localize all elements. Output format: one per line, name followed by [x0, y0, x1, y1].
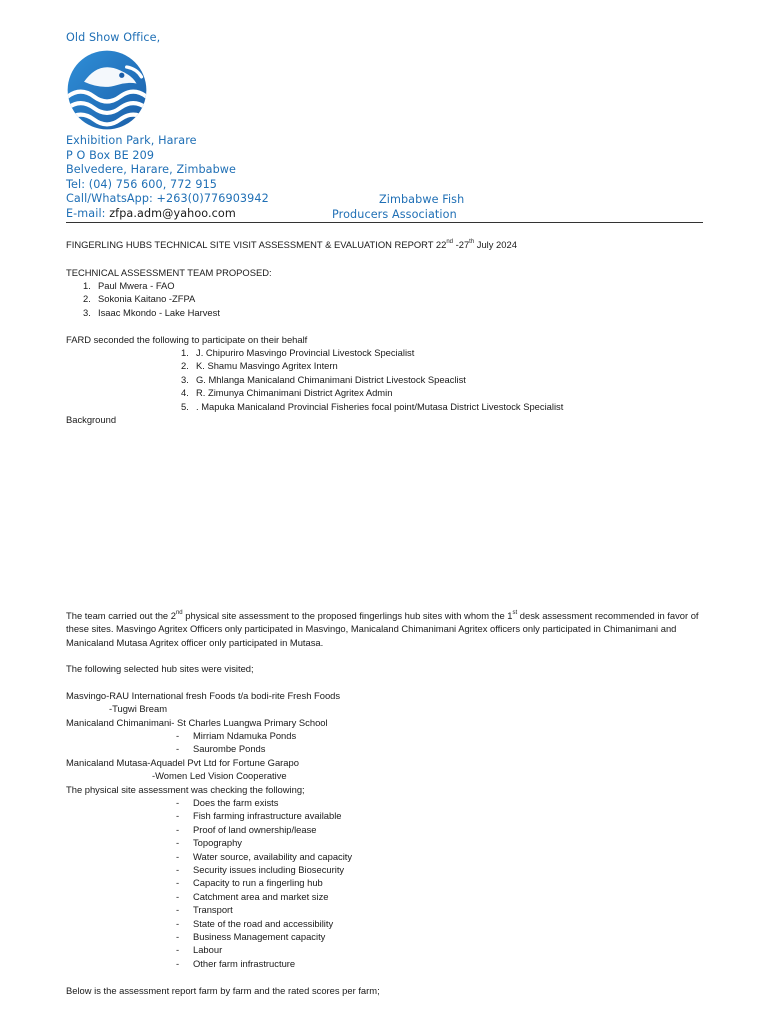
site-mutasa: Manicaland Mutasa-Aquadel Pvt Ltd for Fortune Garapo	[66, 757, 299, 768]
address-line: P O Box BE 209	[66, 148, 155, 162]
list-item: - Water source, availability and capacity	[193, 850, 352, 863]
background-heading: Background	[66, 414, 117, 425]
header-divider	[66, 222, 703, 223]
list-item: - Catchment area and market size	[193, 890, 352, 903]
organization-name	[332, 193, 464, 222]
list-item: 3. G. Mhlanga Manicaland Chimanimani District Livestock Speaclist	[181, 373, 466, 385]
office-name: Old Show Office,	[66, 31, 161, 44]
address-line: Belvedere, Harare, Zimbabwe	[66, 163, 237, 177]
list-item: 5. . Mapuka Manicaland Provincial Fisheries focal point/Mutasa District Livestock Specialist	[181, 400, 564, 412]
site-mutasa-sub: -Women Led Vision Cooperative	[152, 770, 287, 781]
list-item: 3. Isaac Mkondo - Lake Harvest	[83, 306, 220, 318]
team-list	[83, 279, 220, 319]
site-chimanimani: Manicaland Chimanimani- St Charles Luangwa Primary School	[66, 717, 328, 728]
list-item: - Transport	[193, 903, 352, 916]
site-masvingo-sub: -Tugwi Bream	[109, 703, 167, 714]
intro-paragraph: The team carried out the 2nd physical site assessment to the proposed fingerlings hub sites with whom the 1st desk assessment recommended in favor of these sites. Masvingo Agritex Officers only participated in Masvingo, Manicaland Chimanimani Agritex officers only participated in Chimanimani and Manicaland Mutasa Agritex officer only participated in Mutasa.	[66, 610, 699, 648]
list-item: - Mirriam Ndamuka Ponds	[193, 729, 296, 742]
assessment-criteria-list	[193, 796, 352, 970]
chimanimani-sub-list	[193, 729, 296, 756]
check-intro: The physical site assessment was checking the following;	[66, 784, 305, 795]
list-item: 1. Paul Mwera - FAO	[83, 280, 175, 291]
list-item: - Proof of land ownership/lease	[193, 823, 352, 836]
address-block	[66, 134, 269, 222]
list-item: - Business Management capacity	[193, 930, 352, 943]
email-line	[66, 207, 269, 222]
list-item: - Does the farm exists	[193, 796, 352, 809]
site-masvingo: Masvingo-RAU International fresh Foods t/a bodi-rite Fresh Foods	[66, 690, 341, 701]
list-item: - State of the road and accessibility	[193, 917, 352, 930]
closing-line: Below is the assessment report farm by farm and the rated scores per farm;	[66, 985, 380, 996]
visited-intro: The following selected hub sites were visited;	[66, 663, 254, 674]
team-heading: TECHNICAL ASSESSMENT TEAM PROPOSED:	[66, 267, 272, 278]
list-item: 1. J. Chipuriro Masvingo Provincial Livestock Specialist	[181, 347, 415, 358]
phone-line: Tel: (04) 756 600, 772 915	[66, 177, 218, 191]
fish-wave-logo-icon	[66, 49, 148, 131]
org-line-1: Zimbabwe Fish	[379, 193, 465, 206]
list-item: 2. K. Shamu Masvingo Agritex Intern	[181, 360, 338, 372]
fard-list	[181, 346, 564, 413]
list-item: 2. Sokonia Kaitano -ZFPA	[83, 293, 196, 305]
report-title: FINGERLING HUBS TECHNICAL SITE VISIT ASSESSMENT & EVALUATION REPORT 22nd -27th July 2024	[66, 239, 517, 250]
list-item: - Labour	[193, 943, 352, 956]
address-line: Exhibition Park, Harare	[66, 134, 197, 147]
email-label: E-mail:	[66, 206, 106, 220]
list-item: - Fish farming infrastructure available	[193, 809, 352, 822]
list-item: 4. R. Zimunya Chimanimani District Agritex Admin	[181, 387, 393, 399]
fard-intro: FARD seconded the following to participate on their behalf	[66, 334, 308, 345]
whatsapp-line: Call/WhatsApp: +263(0)776903942	[66, 192, 269, 206]
list-item: - Capacity to run a fingerling hub	[193, 876, 352, 889]
email-address[interactable]: zfpa.adm@yahoo.com	[109, 206, 236, 220]
list-item: - Security issues including Biosecurity	[193, 863, 352, 876]
list-item: - Other farm infrastructure	[193, 957, 352, 970]
list-item: - Saurombe Ponds	[193, 742, 296, 755]
org-line-2: Producers Association	[332, 207, 457, 221]
list-item: - Topography	[193, 836, 352, 849]
